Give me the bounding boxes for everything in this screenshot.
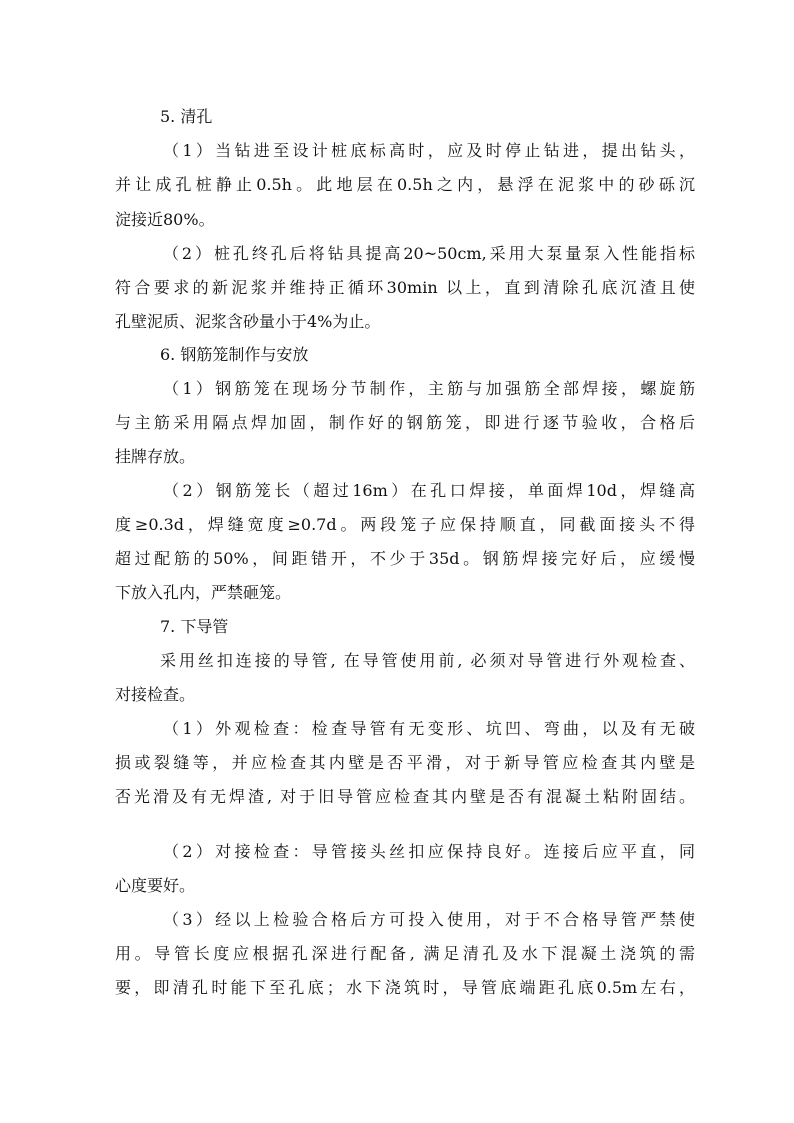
paragraph-line: 否光滑及有无焊渣, 对于旧导管应检查其内壁是否有混凝土粘附固结。 <box>115 787 695 806</box>
paragraph-line: 采用丝扣连接的导管, 在导管使用前, 必须对导管进行外观检查、 <box>160 651 695 670</box>
paragraph-line: 超过配筋的50%，间距错开，不少于35d。钢筋焊接完好后，应缓慢 <box>115 549 695 568</box>
paragraph-line: 下放入孔内，严禁砸笼。 <box>115 583 292 602</box>
paragraph-line: 用。导管长度应根据孔深进行配备, 满足清孔及水下混凝土浇筑的需 <box>115 944 695 963</box>
paragraph-line: 挂牌存放。 <box>115 447 196 466</box>
paragraph-line: （2）对接检查：导管接头丝扣应保持良好。连接后应平直，同 <box>163 842 695 861</box>
paragraph-line: 心度要好。 <box>115 876 196 895</box>
paragraph-line: 与主筋采用隔点焊加固，制作好的钢筋笼，即进行逐节验收，合格后 <box>115 413 695 432</box>
section-heading-rebar-cage: 6. 钢筋笼制作与安放 <box>160 345 309 364</box>
paragraph-line: （1）当钻进至设计桩底标高时，应及时停止钻进，提出钻头， <box>163 141 695 160</box>
paragraph-line: （1）外观检查：检查导管有无变形、坑凹、弯曲，以及有无破 <box>163 719 695 738</box>
paragraph-line: 对接检查。 <box>115 685 196 704</box>
paragraph-line: （3）经以上检验合格后方可投入使用，对于不合格导管严禁使 <box>163 910 695 929</box>
paragraph-line: 孔壁泥质、泥浆含砂量小于4%为止。 <box>115 312 381 331</box>
paragraph-line: 淀接近80%。 <box>115 210 215 229</box>
section-heading-conduit: 7. 下导管 <box>160 617 229 636</box>
paragraph-line: 度≥0.3d，焊缝宽度≥0.7d。两段笼子应保持顺直，同截面接头不得 <box>115 515 695 534</box>
paragraph-line: 损或裂缝等，并应检查其内壁是否平滑，对于新导管应检查其内壁是 <box>115 753 695 772</box>
paragraph-line: （2）桩孔终孔后将钻具提高20~50cm,采用大泵量泵入性能指标 <box>163 244 695 263</box>
paragraph-line: （1）钢筋笼在现场分节制作，主筋与加强筋全部焊接，螺旋筋 <box>163 379 695 398</box>
section-heading-cleaning: 5. 清孔 <box>160 107 213 126</box>
paragraph-line: 符合要求的新泥浆并维持正循环30min 以上，直到清除孔底沉渣且使 <box>115 278 695 297</box>
paragraph-line: （2）钢筋笼长（超过16m）在孔口焊接，单面焊10d，焊缝高 <box>163 481 695 500</box>
paragraph-line: 并让成孔桩静止0.5h。此地层在0.5h之内，悬浮在泥浆中的砂砾沉 <box>115 175 695 194</box>
paragraph-line: 要，即清孔时能下至孔底；水下浇筑时，导管底端距孔底0.5m左右， <box>115 978 695 997</box>
